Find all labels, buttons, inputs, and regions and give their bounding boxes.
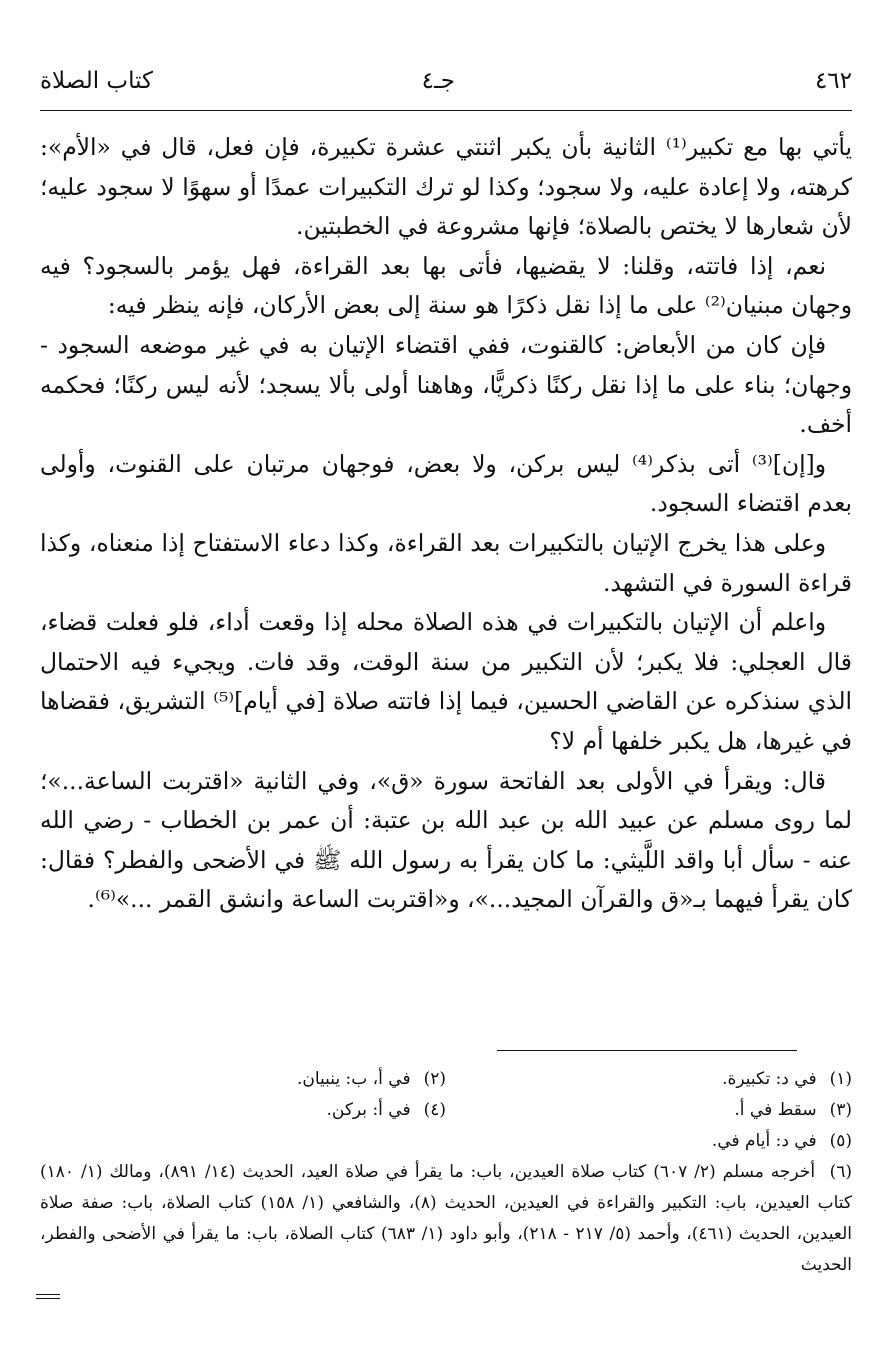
footnote xyxy=(446,1064,852,1095)
footnote xyxy=(40,1064,446,1095)
footnote-text: أخرجه مسلم (٢/ ٦٠٧) كتاب صلاة العيدين، باب: ما يقرأ في صلاة العيد، الحديث (١٤/ ٨٩١)، ومالك (١/ ١٨٠) كتاب العيدين، باب: التكبير والقراءة في العيدين، الحديث (٨)، والشافعي (١/ ١٥٨) كتاب الصلاة، باب: صفة صلاة العيدين، الحديث (٤٦١)، وأحمد (٥/ ٢١٧ - ٢١٨)، وأبو داود (١/ ٦٨٣) كتاب الصلاة، باب: ما يقرأ في الأضحى والفطر، الحديث xyxy=(40,1162,852,1275)
page-number: ٤٦٢ xyxy=(814,68,852,94)
footnote-text: في د: تكبيرة. xyxy=(722,1069,817,1089)
paragraph: واعلم أن الإتيان بالتكبيرات في هذه الصلاة محله إذا وقعت أداء، فلو فعلت قضاء، قال العجلي: فلا يكبر؛ لأن التكبير من سنة الوقت، وقد فات. ويجيء فيه الاحتمال الذي سنذكره عن القاضي الحسين، فيما إذا فاتته صلاة [في أيام]⁽⁵⁾ التشريق، فقضاها في غيرها، هل يكبر خلفها أم لا؟ xyxy=(40,608,853,755)
volume-label: جـ٤ xyxy=(421,68,455,94)
paragraph: وعلى هذا يخرج الإتيان بالتكبيرات بعد القراءة، وكذا دعاء الاستفتاح إذا منعناه، وكذا قراءة السورة في التشهد. xyxy=(40,528,852,597)
footnote-number: (٥) xyxy=(829,1131,852,1151)
footnote-text: سقط في أ. xyxy=(734,1100,817,1120)
footnote-number: (٤) xyxy=(423,1100,446,1120)
footnote-text: في د: أيام في. xyxy=(711,1131,817,1151)
footnote-number: (٢) xyxy=(423,1069,446,1089)
page-header xyxy=(40,64,852,104)
continuation-mark xyxy=(36,1294,60,1295)
paragraph: فإن كان من الأبعاض: كالقنوت، ففي اقتضاء الإتيان به في غير موضعه السجود - وجهان؛ بناء على ما إذا نقل ركنًا ذكريًّا، وهاهنا أولى بألا يسجد؛ لأنه ليس ركنًا؛ فحكمه أخف. xyxy=(40,330,852,439)
main-text xyxy=(40,128,852,920)
footnote-number: (٦) xyxy=(829,1162,852,1182)
header-divider xyxy=(40,110,852,111)
footnote-divider xyxy=(497,1050,797,1051)
paragraph: و[إن]⁽³⁾ أتى بذكر⁽⁴⁾ ليس بركن، ولا بعض، فوجهان مرتبان على القنوت، وأولى بعدم اقتضاء السجود. xyxy=(40,449,852,518)
footnote xyxy=(40,1095,446,1126)
paragraph: نعم، إذا فاتته، وقلنا: لا يقضيها، فأتى بها بعد القراءة، فهل يؤمر بالسجود؟ فيه وجهان مبنيان⁽²⁾ على ما إذا نقل ذكرًا هو سنة إلى بعض الأركان، فإنه ينظر فيه: xyxy=(40,251,852,320)
footnote xyxy=(40,1157,852,1281)
footnote-text: في أ: بركن. xyxy=(326,1100,411,1120)
paragraph: قال: ويقرأ في الأولى بعد الفاتحة سورة «ق»، وفي الثانية «اقتربت الساعة...»؛ لما روى مسلم عن عبيد الله بن عبد الله بن عتبة: أن عمر بن الخطاب - رضي الله عنه - سأل أبا واقد اللَّيثي: ما كان يقرأ به رسول الله ﷺ في الأضحى والفطر؟ فقال: كان يقرأ فيهما بـ«ق والقرآن المجيد...»، و«اقتربت الساعة وانشق القمر ...»⁽⁶⁾. xyxy=(40,766,852,914)
footnote xyxy=(446,1095,852,1126)
footnote-number: (٣) xyxy=(829,1100,852,1120)
book-title: كتاب الصلاة xyxy=(40,68,153,94)
footnotes xyxy=(40,1064,852,1281)
footnote-text: في أ، ب: ينبيان. xyxy=(296,1069,411,1089)
footnote xyxy=(40,1126,852,1157)
footnote-number: (١) xyxy=(829,1069,852,1089)
paragraph: يأتي بها مع تكبير⁽¹⁾ الثانية بأن يكبر اثنتي عشرة تكبيرة، فإن فعل، قال في «الأم»: كرهته، ولا إعادة عليه، ولا سجود؛ وكذا لو ترك التكبيرات عمدًا أو سهوًا لا سجود عليه؛ لأن شعارها لا يختص بالصلاة؛ فإنها مشروعة في الخطبتين. xyxy=(40,133,852,241)
